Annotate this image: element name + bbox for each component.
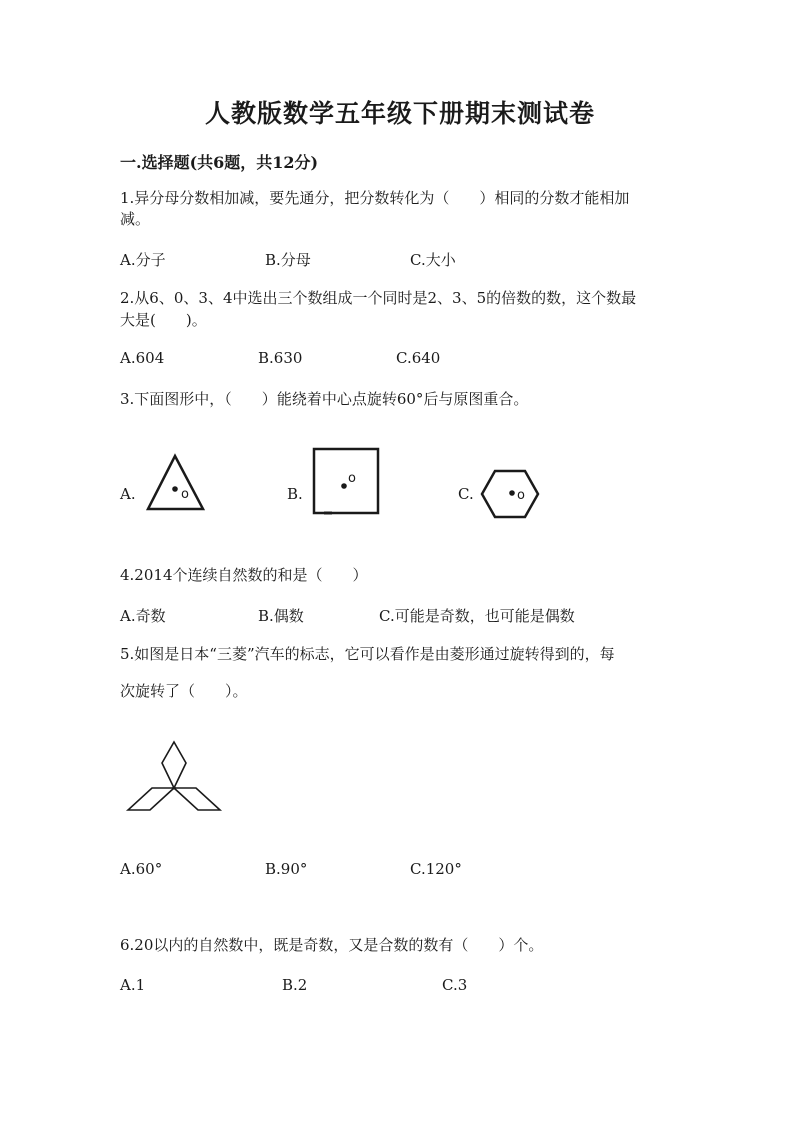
question-2-option-b[interactable]: B.630 <box>258 349 303 367</box>
question-1-line-2: 减。 <box>120 210 151 228</box>
triangle-center-dot <box>172 486 178 492</box>
question-1-line-1: 1.异分母分数相加减，要先通分，把分数转化为（ ）相同的分数才能相加 <box>120 189 630 207</box>
triangle-outline <box>148 456 203 509</box>
question-5-line-1: 5.如图是日本“三菱”汽车的标志，它可以看作是由菱形通过旋转得到的，每 <box>120 645 615 663</box>
hexagon-center-dot <box>509 490 515 496</box>
triangle-mark: o <box>181 487 189 502</box>
question-4-line-1: 4.2014个连续自然数的和是（ ） <box>120 566 368 584</box>
rhombus-right <box>174 788 220 810</box>
question-1-option-c[interactable]: C.大小 <box>410 251 456 269</box>
question-6-line-1: 6.20以内的自然数中，既是奇数，又是合数的数有（ ）个。 <box>120 936 544 954</box>
triangle-figure <box>145 453 209 513</box>
question-6-option-b[interactable]: B.2 <box>282 976 308 994</box>
question-1-option-b[interactable]: B.分母 <box>265 251 311 269</box>
question-2-option-a[interactable]: A.604 <box>120 349 165 367</box>
question-4-option-c[interactable]: C.可能是奇数，也可能是偶数 <box>379 607 575 625</box>
question-5-line-2: 次旋转了（ ）。 <box>120 682 248 700</box>
section-heading: 一.选择题(共6题，共12分) <box>120 153 319 172</box>
question-6-option-c[interactable]: C.3 <box>442 976 468 994</box>
question-6-option-a[interactable]: A.1 <box>120 976 146 994</box>
question-3-line-1: 3.下面图形中，（ ）能绕着中心点旋转60°后与原图重合。 <box>120 390 529 408</box>
square-figure <box>310 446 382 518</box>
page-title: 人教版数学五年级下册期末测试卷 <box>204 99 595 128</box>
rhombus-left <box>128 788 174 810</box>
question-4-option-a[interactable]: A.奇数 <box>120 607 166 625</box>
mitsubishi-logo-figure <box>124 738 224 816</box>
question-4-option-b[interactable]: B.偶数 <box>258 607 304 625</box>
question-2-line-2: 大是( )。 <box>120 311 207 329</box>
question-3-option-b[interactable]: B. <box>287 485 303 503</box>
question-3-option-c[interactable]: C. <box>458 485 474 503</box>
question-5-option-b[interactable]: B.90° <box>265 860 308 878</box>
question-5-option-a[interactable]: A.60° <box>120 860 163 878</box>
hexagon-figure <box>480 468 544 520</box>
question-2-line-1: 2.从6、0、3、4中选出三个数组成一个同时是2、3、5的倍数的数，这个数最 <box>120 289 637 307</box>
question-2-option-c[interactable]: C.640 <box>396 349 441 367</box>
rhombus-top <box>162 742 186 788</box>
square-outline <box>314 449 378 513</box>
hexagon-mark: o <box>517 488 525 503</box>
question-3-option-a[interactable]: A. <box>120 485 136 503</box>
square-mark: o <box>348 471 356 486</box>
question-5-option-c[interactable]: C.120° <box>410 860 462 878</box>
question-1-option-a[interactable]: A.分子 <box>120 251 166 269</box>
square-center-dot <box>341 483 347 489</box>
